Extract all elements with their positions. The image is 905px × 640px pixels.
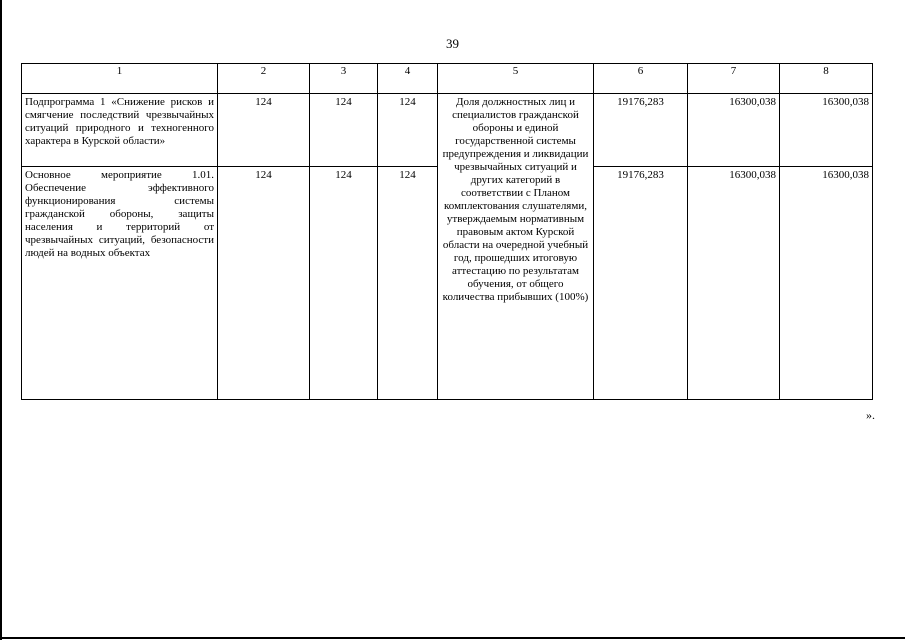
table-cell: 124 — [310, 167, 378, 400]
table-row — [22, 94, 873, 167]
table-header-row — [22, 64, 873, 94]
table-cell: 16300,038 — [780, 167, 873, 400]
subprogram-name-cell: Подпрограмма 1 «Снижение рисков и смягчение последствий чрезвычайных ситуаций природного и техногенного характера в Курской области» — [22, 94, 218, 167]
table-cell: 124 — [218, 94, 310, 167]
table-cell: 124 — [378, 167, 438, 400]
page-left-edge — [0, 0, 2, 640]
table-cell: 124 — [378, 94, 438, 167]
table-cell: 19176,283 — [594, 94, 688, 167]
column-header: 8 — [780, 64, 873, 94]
main-activity-name-cell: Основное мероприятие 1.01. Обеспечение эффективного функционирования системы гражданской обороны, защиты населения и территорий от чрезвычайных ситуаций, безопасности людей на водных объектах — [22, 167, 218, 400]
indicator-description-cell: Доля должностных лиц и специалистов гражданской обороны и единой государственной системы предупреждения и ликвидации чрезвычайных ситуаций и других категорий в соответствии с Планом комплектования слушателями, утверждаемым нормативным правовым актом Курской области на очередной учебный год, прошедших итоговую аттестацию по результатам обучения, от общего количества прибывших (100%) — [438, 94, 594, 400]
page-bottom-edge — [0, 637, 905, 639]
closing-quote-mark: ». — [866, 408, 875, 422]
column-header: 5 — [438, 64, 594, 94]
column-header: 1 — [22, 64, 218, 94]
program-table — [21, 63, 873, 400]
table-cell: 19176,283 — [594, 167, 688, 400]
column-header: 3 — [310, 64, 378, 94]
table-cell: 124 — [218, 167, 310, 400]
table-cell: 124 — [310, 94, 378, 167]
column-header: 2 — [218, 64, 310, 94]
table-cell: 16300,038 — [688, 167, 780, 400]
column-header: 4 — [378, 64, 438, 94]
page-number: 39 — [446, 36, 459, 51]
column-header: 7 — [688, 64, 780, 94]
table-cell: 16300,038 — [688, 94, 780, 167]
column-header: 6 — [594, 64, 688, 94]
table-cell: 16300,038 — [780, 94, 873, 167]
